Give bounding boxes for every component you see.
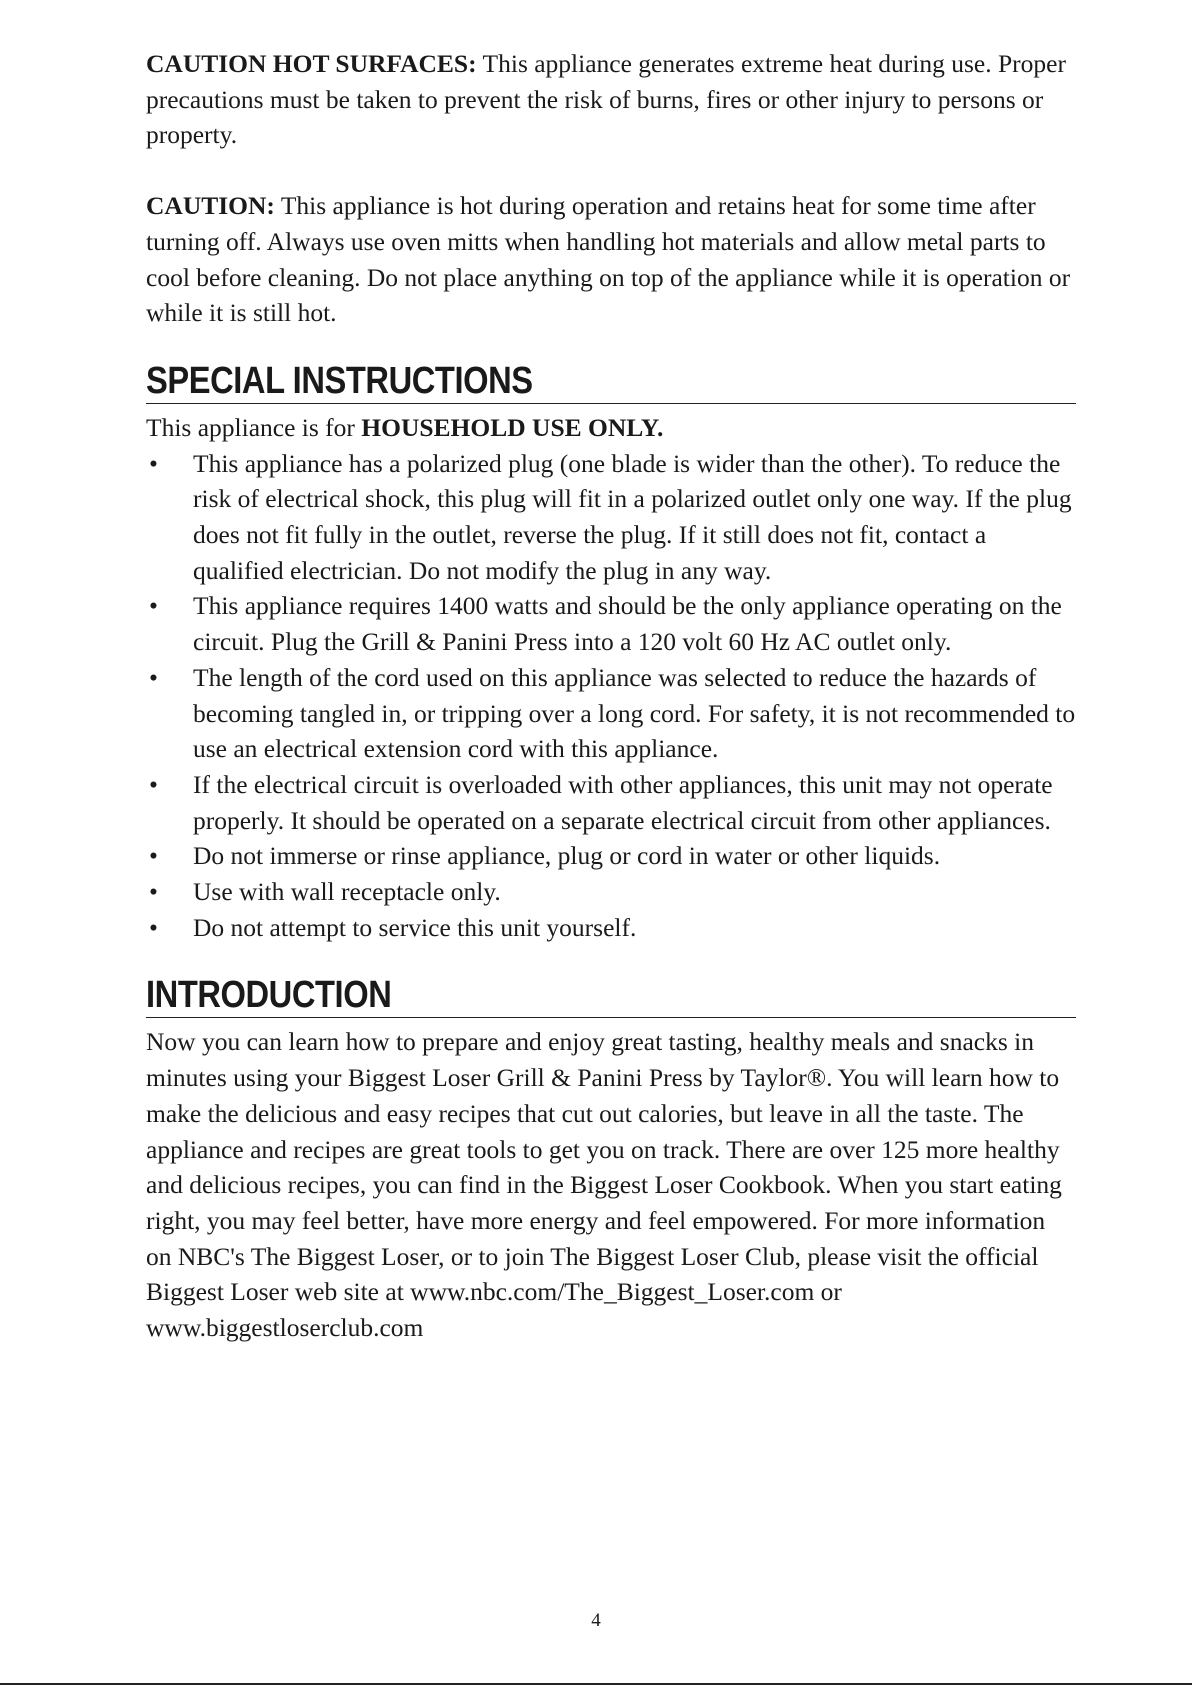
caution-hot-surfaces-paragraph <box>146 46 1076 153</box>
bullet-icon: • <box>149 841 158 871</box>
list-item-text: Do not attempt to service this unit yourself. <box>193 912 637 942</box>
caution-hot-label: CAUTION HOT SURFACES: <box>146 49 477 78</box>
list-item <box>146 588 1076 659</box>
caution-label: CAUTION: <box>146 191 275 221</box>
list-item-text: This appliance requires 1400 watts and should be the only appliance operating on the circuit. Plug the Grill & Panini Press into a 120 volt 60 Hz AC outlet only. <box>193 591 1062 657</box>
caution-text: This appliance is hot during operation and retains heat for some time after turning off. Always use oven mitts when handling hot materials and allow metal parts to cool before cleaning. Do not place anything on top of the appliance while it is operation or while it is still hot. <box>146 191 1071 328</box>
spacer <box>146 945 1076 971</box>
special-instructions-heading-wrap <box>146 357 1076 404</box>
spacer <box>146 153 1076 188</box>
bullet-icon: • <box>149 912 158 942</box>
list-item-text: The length of the cord used on this appliance was selected to reduce the hazards of becoming tangled in, or tripping over a long cord. For safety, it is not recommended to use an electrical extension cord with this appliance. <box>193 662 1076 764</box>
introduction-heading: INTRODUCTION <box>146 974 392 1017</box>
bullet-icon: • <box>149 769 158 799</box>
bullet-icon: • <box>149 877 158 907</box>
list-item <box>146 838 1076 874</box>
bullet-icon: • <box>149 448 158 478</box>
caution-paragraph <box>146 188 1076 331</box>
special-instructions-heading: SPECIAL INSTRUCTIONS <box>146 359 533 402</box>
list-item-text: If the electrical circuit is overloaded with other appliances, this unit may not operate properly. It should be operated on a separate electrical circuit from other appliances. <box>193 769 1053 835</box>
household-use-bold: HOUSEHOLD USE ONLY. <box>361 412 664 442</box>
page-number: 4 <box>591 1610 601 1631</box>
list-item <box>146 767 1076 838</box>
list-item-text: Use with wall receptacle only. <box>193 877 501 907</box>
bullet-icon: • <box>149 662 158 692</box>
list-item-text: Do not immerse or rinse appliance, plug or cord in water or other liquids. <box>193 841 941 871</box>
bullet-icon: • <box>149 591 158 621</box>
list-item-text: This appliance has a polarized plug (one blade is wider than the other). To reduce the risk of electrical shock, this plug will fit in a polarized outlet only one way. If the plug does not fit fully in the outlet, reverse the plug. If it still does not fit, contact a qualified electrician. Do not modify the plug in any way. <box>193 448 1072 585</box>
household-use-line <box>146 410 1076 446</box>
page-content <box>146 46 1076 1346</box>
introduction-heading-wrap <box>146 971 1076 1018</box>
list-item <box>146 660 1076 767</box>
list-item <box>146 874 1076 910</box>
list-item <box>146 910 1076 946</box>
list-item <box>146 446 1076 589</box>
caution-hot-text: This appliance generates extreme heat during use. Proper precautions must be taken to prevent the risk of burns, fires or other injury to persons or property. <box>146 49 1066 150</box>
introduction-paragraph: Now you can learn how to prepare and enjoy great tasting, healthy meals and snacks in minutes using your Biggest Loser Grill & Panini Press by Taylor®. You will learn how to make the delicious and easy recipes that cut out calories, but leave in all the taste. The appliance and recipes are great tools to get you on track. There are over 125 more healthy and delicious recipes, you can find in the Biggest Loser Cookbook. When you start eating right, you may feel better, have more energy and feel empowered. For more information on NBC's The Biggest Loser, or to join The Biggest Loser Club, please visit the official Biggest Loser web site at www.nbc.com/The_Biggest_Loser.com or www.biggestloserclub.com <box>146 1027 1062 1343</box>
spacer <box>146 331 1076 357</box>
household-use-prefix: This appliance is for <box>146 412 355 442</box>
special-instructions-list <box>146 446 1076 946</box>
